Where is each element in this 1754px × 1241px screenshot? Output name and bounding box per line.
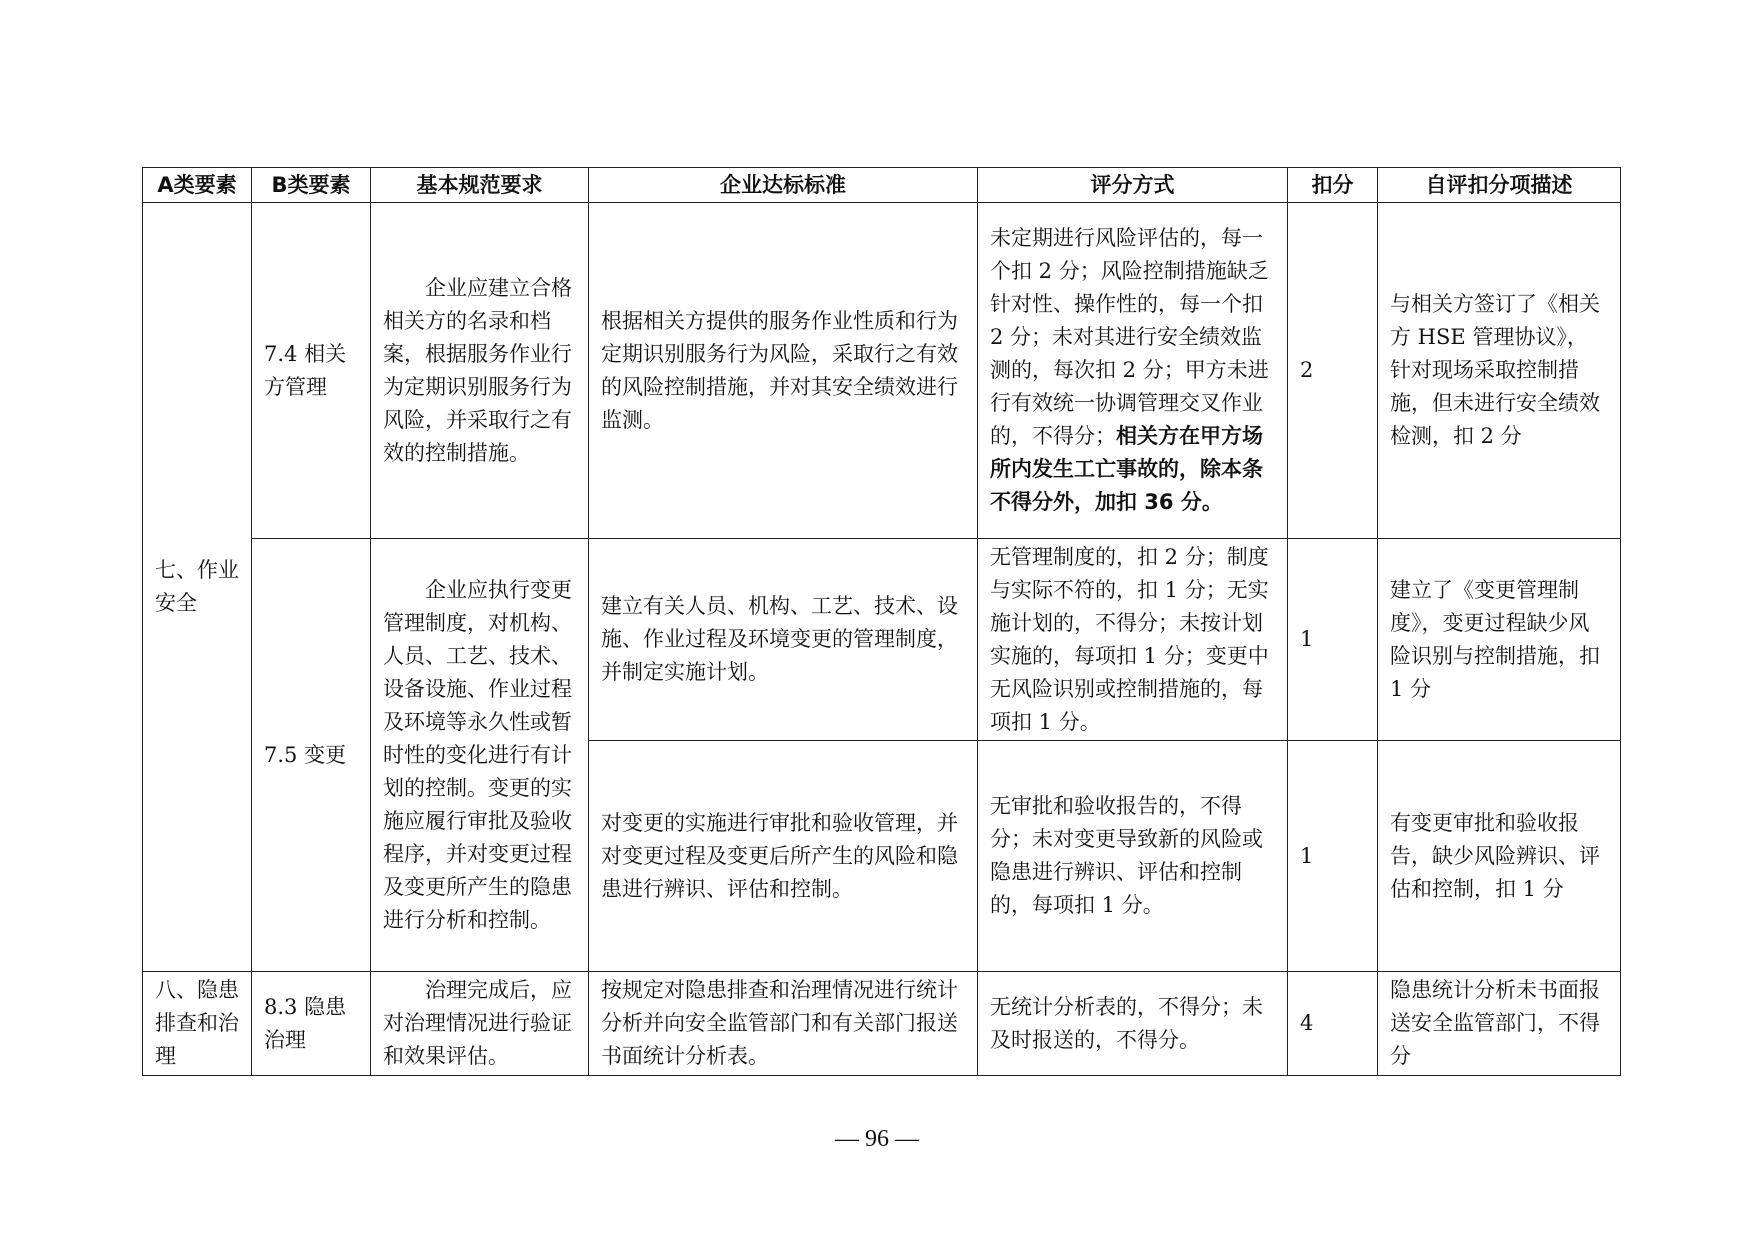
assessment-table <box>142 167 1621 1076</box>
scoring-cell: 无审批和验收报告的，不得分；未对变更导致新的风险或隐患进行辨识、评估和控制的，每项扣 1 分。 <box>978 741 1288 972</box>
b-element-cell: 7.5 变更 <box>252 539 371 972</box>
header-row <box>143 168 1621 203</box>
description-cell: 与相关方签订了《相关方 HSE 管理协议》，针对现场采取控制措施，但未进行安全绩效检测，扣 2 分 <box>1378 203 1621 539</box>
header-a-element: A类要素 <box>143 168 252 203</box>
header-description: 自评扣分项描述 <box>1378 168 1621 203</box>
header-b-element: B类要素 <box>252 168 371 203</box>
description-cell: 隐患统计分析未书面报送安全监管部门，不得分 <box>1378 972 1621 1076</box>
a-element-cell: 七、作业安全 <box>143 203 252 972</box>
header-deduction: 扣分 <box>1288 168 1378 203</box>
scoring-bold-text: 相关方在甲方场所内发生工亡事故的，除本条不得分外，加扣 36 分。 <box>990 424 1263 514</box>
standard-cell: 建立有关人员、机构、工艺、技术、设施、作业过程及环境变更的管理制度，并制定实施计划。 <box>589 539 978 741</box>
deduction-cell: 2 <box>1288 203 1378 539</box>
scoring-cell: 无统计分析表的，不得分；未及时报送的，不得分。 <box>978 972 1288 1076</box>
b-element-cell: 8.3 隐患治理 <box>252 972 371 1076</box>
header-standard: 企业达标标准 <box>589 168 978 203</box>
header-requirement: 基本规范要求 <box>371 168 589 203</box>
b-element-cell: 7.4 相关方管理 <box>252 203 371 539</box>
table-row <box>143 539 1621 741</box>
requirement-cell: 治理完成后，应对治理情况进行验证和效果评估。 <box>371 972 589 1076</box>
table-row <box>143 972 1621 1076</box>
scoring-text: 未定期进行风险评估的，每一个扣 2 分；风险控制措施缺乏针对性、操作性的，每一个扣 2 分；未对其进行安全绩效监测的，每次扣 2 分；甲方未进行有效统一协调管理交叉作业的，不得分； <box>990 226 1269 448</box>
page-number: — 96 — <box>835 1126 919 1152</box>
requirement-cell: 企业应执行变更管理制度，对机构、人员、工艺、技术、设备设施、作业过程及环境等永久性或暂时性的变化进行有计划的控制。变更的实施应履行审批及验收程序，并对变更过程及变更所产生的隐患进行分析和控制。 <box>371 539 589 972</box>
header-scoring: 评分方式 <box>978 168 1288 203</box>
deduction-cell: 1 <box>1288 539 1378 741</box>
table-row <box>143 203 1621 539</box>
standard-cell: 对变更的实施进行审批和验收管理，并对变更过程及变更后所产生的风险和隐患进行辨识、评估和控制。 <box>589 741 978 972</box>
scoring-cell <box>978 203 1288 539</box>
description-cell: 有变更审批和验收报告，缺少风险辨识、评估和控制，扣 1 分 <box>1378 741 1621 972</box>
a-element-cell: 八、隐患排查和治理 <box>143 972 252 1076</box>
standard-cell: 根据相关方提供的服务作业性质和行为定期识别服务行为风险，采取行之有效的风险控制措施，并对其安全绩效进行监测。 <box>589 203 978 539</box>
standard-cell: 按规定对隐患排查和治理情况进行统计分析并向安全监管部门和有关部门报送书面统计分析表。 <box>589 972 978 1076</box>
deduction-cell: 1 <box>1288 741 1378 972</box>
deduction-cell: 4 <box>1288 972 1378 1076</box>
scoring-cell: 无管理制度的，扣 2 分；制度与实际不符的，扣 1 分；无实施计划的，不得分；未按计划实施的，每项扣 1 分；变更中无风险识别或控制措施的，每项扣 1 分。 <box>978 539 1288 741</box>
description-cell: 建立了《变更管理制度》，变更过程缺少风险识别与控制措施，扣 1 分 <box>1378 539 1621 741</box>
requirement-cell: 企业应建立合格相关方的名录和档案，根据服务作业行为定期识别服务行为风险，并采取行之有效的控制措施。 <box>371 203 589 539</box>
